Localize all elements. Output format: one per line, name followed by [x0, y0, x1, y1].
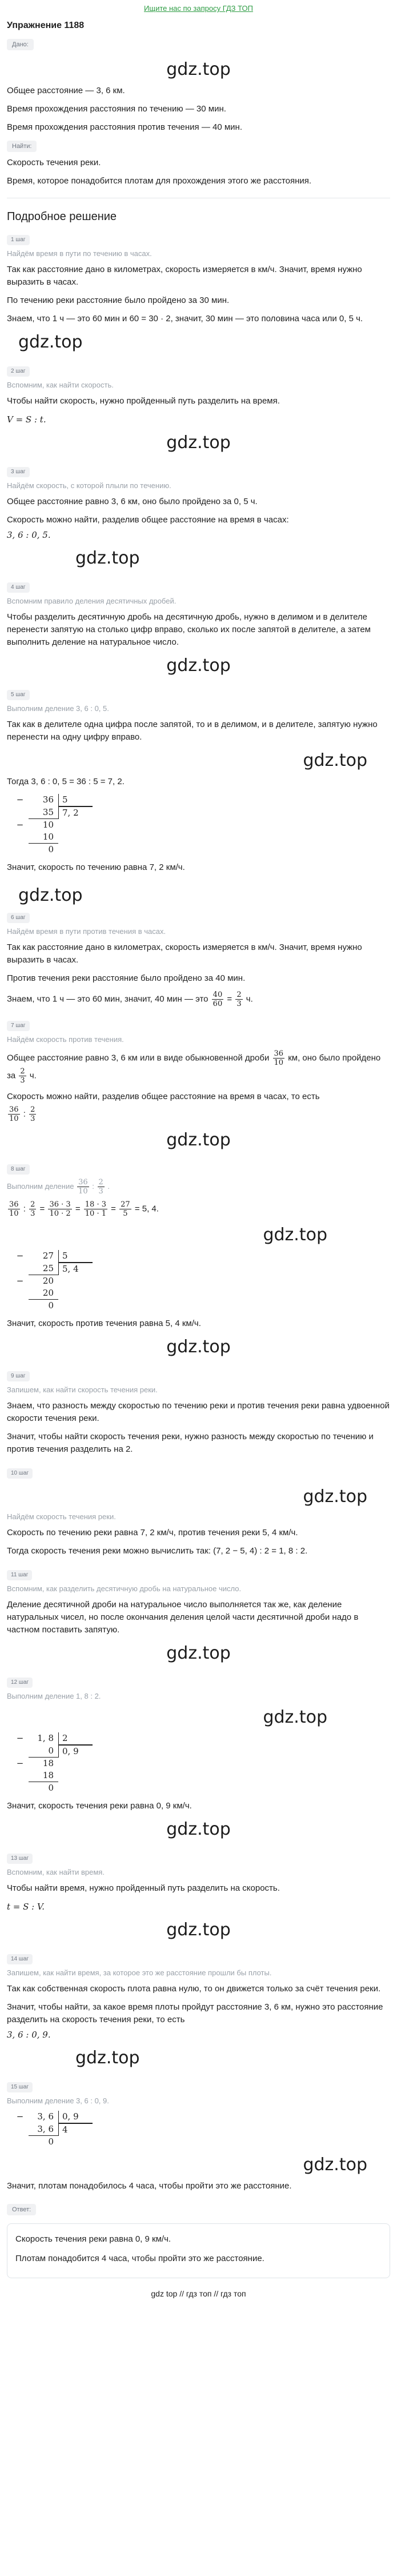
- step-text: Значит, скорость течения реки равна 0, 9 км/ч.: [7, 1801, 192, 1811]
- step-hint: Вспомним, как найти время.: [7, 1868, 105, 1876]
- footer-link[interactable]: гдз топ: [220, 2289, 246, 2298]
- step-chip: 15 шаг: [7, 2082, 33, 2092]
- step-hint: Выполним деление $\frac{36}{10}$ : $\frac{2}{3}$ .: [7, 1178, 110, 1196]
- step-text: Чтобы найти скорость, нужно пройденный путь разделить на время.: [7, 396, 280, 406]
- minus-sign: −: [16, 1758, 24, 1768]
- division-row: 0: [29, 1745, 58, 1758]
- step-chip: 9 шаг: [7, 1371, 30, 1381]
- step-14: [7, 1952, 390, 2070]
- step-2: [7, 364, 390, 454]
- step-10: [7, 1466, 390, 1557]
- watermark: gdz.top: [303, 2155, 367, 2175]
- watermark: gdz.top: [263, 1707, 327, 1727]
- step-6: [7, 884, 390, 1008]
- step-13: [7, 1851, 390, 1942]
- step-chip: 8 шаг: [7, 1164, 30, 1175]
- step-11: [7, 1568, 390, 1665]
- step-chip: 1 шаг: [7, 235, 30, 245]
- step-hint: Найдём скорость течения реки.: [7, 1512, 116, 1521]
- minus-sign: −: [16, 1251, 24, 1261]
- step-15: [7, 2080, 390, 2192]
- division-row: 0: [48, 1300, 54, 1311]
- solution-title: Подробное решение: [7, 210, 117, 223]
- step-text: Чтобы разделить десятичную дробь на десятичную дробь, нужно в делимом и в делителе перенести запятую на столько цифр вправо, сколько их после запятой в делителе, а затем выполнить деление на натуральное число.: [7, 612, 371, 647]
- step-hint: Вспомним, как найти скорость.: [7, 381, 114, 389]
- step-text: Значит, чтобы найти, за какое время плоты пройдут расстояние 3, 6 км, нужно это расстояние разделить на скорость течения реки, то есть: [7, 2002, 383, 2024]
- step-text: Скорость по течению реки равна 7, 2 км/ч, против течения реки 5, 4 км/ч.: [7, 1528, 298, 1537]
- watermark: gdz.top: [18, 332, 83, 352]
- step-4: [7, 580, 390, 677]
- step-hint: Выполним деление 3, 6 : 0, 9.: [7, 2096, 109, 2105]
- division-row: 10: [29, 831, 58, 844]
- exercise-title: Упражнение 1188: [7, 21, 85, 30]
- watermark: gdz.top: [166, 1920, 231, 1940]
- step-hint: Найдём время в пути по течению в часах.: [7, 249, 152, 258]
- fraction: $\frac{27}{5}$: [121, 1200, 130, 1218]
- step-hint: Запишем, как найти скорость течения реки.: [7, 1385, 158, 1394]
- step-text: Общее расстояние равно 3, 6 км, оно было пройдено за 0, 5 ч.: [7, 497, 258, 506]
- long-division: [11, 2111, 97, 2148]
- answer-section: [7, 2203, 390, 2278]
- find-line: Время, которое понадобится плотам для прохождения этого же расстояния.: [7, 176, 312, 186]
- quotient: 4: [58, 2123, 93, 2136]
- watermark: gdz.top: [166, 1337, 231, 1357]
- given-section: [7, 38, 390, 134]
- fraction: $\frac{2}{3}$: [20, 1067, 25, 1085]
- step-expression: 3, 6 : 0, 9.: [7, 2030, 51, 2040]
- step-hint: Выполним деление 1, 8 : 2.: [7, 1692, 101, 1700]
- long-division: [11, 1732, 97, 1794]
- division-row: 0: [48, 844, 54, 854]
- step-text: Против течения реки расстояние было пройдено за 40 мин.: [7, 973, 246, 983]
- watermark: gdz.top: [18, 885, 83, 905]
- step-expression: $\frac{36}{10}$ : $\frac{2}{3}$: [9, 1105, 35, 1123]
- footer-link[interactable]: gdz top: [151, 2289, 178, 2298]
- watermark: gdz.top: [166, 1130, 231, 1150]
- long-division: [11, 1250, 97, 1312]
- time-formula: t = S : V.: [7, 1902, 45, 1912]
- step-text: Так как собственная скорость плота равна нулю, то он движется только за счёт течения реки.: [7, 1984, 381, 1994]
- step-3: [7, 465, 390, 570]
- watermark: gdz.top: [166, 656, 231, 676]
- watermark: gdz.top: [166, 1643, 231, 1663]
- step-hint: Найдём время в пути против течения в часах.: [7, 927, 166, 936]
- watermark: gdz.top: [75, 2048, 140, 2068]
- division-row: 20: [29, 1287, 58, 1300]
- step-hint: Выполним деление 3, 6 : 0, 5.: [7, 704, 109, 713]
- given-line: Время прохождения расстояния против течения — 40 мин.: [7, 122, 243, 132]
- step-chip: 3 шаг: [7, 467, 30, 477]
- step-text: Общее расстояние равно 3, 6 км или в виде обыкновенной дроби $\frac{36}{10}$ км, оно было пройдено за $\frac{2}{3}$ ч.: [7, 1049, 381, 1085]
- fraction: $\frac{36}{10}$: [9, 1200, 19, 1218]
- watermark: gdz.top: [303, 750, 367, 770]
- step-text: Скорость можно найти, разделив общее расстояние на время в часах, то есть: [7, 1092, 320, 1101]
- step-hint: Вспомним, как разделить десятичную дробь на натуральное число.: [7, 1584, 242, 1593]
- step-text: Значит, скорость против течения равна 5, 4 км/ч.: [7, 1319, 201, 1328]
- fraction: $\frac{40}{60}$: [212, 991, 223, 1008]
- division-row: 35: [29, 806, 58, 819]
- long-division: [11, 794, 97, 856]
- step-text: Знаем, что 1 ч — это 60 мин и 60 = 30 · 2, значит, 30 мин — это половина часа или 0, 5 ч.: [7, 314, 363, 324]
- footer-separator: //: [214, 2289, 219, 2298]
- quotient: 0, 9: [58, 1745, 93, 1758]
- step-text: Знаем, что разность между скоростью по течению реки и против течения реки равна удвоенной скорости течения реки.: [7, 1401, 390, 1423]
- given-chip: Дано:: [7, 39, 34, 50]
- division-row: 10: [42, 820, 54, 830]
- step-9: [7, 1369, 390, 1456]
- step-hint: Найдём скорость против течения.: [7, 1035, 124, 1044]
- minus-sign: −: [16, 794, 24, 805]
- step-12: [7, 1675, 390, 1841]
- fraction: $\frac{2}{3}$: [98, 1178, 103, 1196]
- footer: [7, 2287, 390, 2300]
- step-text: Так как расстояние дано в километрах, скорость измеряется в км/ч. Значит, время нужно выразить в часах.: [7, 942, 362, 965]
- step-1: [7, 233, 390, 354]
- division-row: 20: [42, 1276, 54, 1286]
- watermark: gdz.top: [166, 1819, 231, 1839]
- division-row: 36: [42, 794, 54, 805]
- given-line: Время прохождения расстояния по течению — 30 мин.: [7, 104, 226, 114]
- divisor: 2: [58, 1732, 93, 1745]
- step-chip: 4 шаг: [7, 582, 30, 593]
- watermark: gdz.top: [166, 59, 231, 79]
- step-7: [7, 1019, 390, 1152]
- fraction: $\frac{36 \cdot 3}{10 \cdot 2}$: [49, 1200, 71, 1218]
- fraction: $\frac{18 \cdot 3}{10 \cdot 1}$: [85, 1200, 106, 1218]
- find-section: [7, 139, 390, 187]
- top-banner: [0, 0, 397, 17]
- watermark: gdz.top: [263, 1225, 327, 1245]
- fraction: $\frac{36}{10}$: [78, 1178, 88, 1196]
- answer-box: [7, 2223, 390, 2278]
- step-chip: 6 шаг: [7, 913, 30, 923]
- watermark: gdz.top: [303, 1487, 367, 1507]
- division-row: 18: [42, 1758, 54, 1768]
- step-8: [7, 1162, 390, 1359]
- minus-sign: −: [16, 2111, 24, 2122]
- step-chip: 7 шаг: [7, 1021, 30, 1031]
- watermark: gdz.top: [166, 433, 231, 453]
- division-row: 0: [48, 1783, 54, 1793]
- answer-line: Плотам понадобится 4 часа, чтобы пройти это же расстояние.: [15, 2254, 264, 2263]
- answer-line: Скорость течения реки равна 0, 9 км/ч.: [15, 2234, 171, 2244]
- step-hint: Найдём скорость, с которой плыли по течению.: [7, 481, 171, 490]
- answer-chip: Ответ:: [7, 2204, 36, 2215]
- minus-sign: −: [16, 820, 24, 830]
- step-5: [7, 688, 390, 874]
- page-content: [0, 19, 397, 2300]
- step-chip: 2 шаг: [7, 366, 30, 377]
- footer-link[interactable]: гдз топ: [186, 2289, 212, 2298]
- divisor: 5: [58, 794, 93, 806]
- fraction: $\frac{2}{3}$: [30, 1105, 35, 1123]
- fraction: $\frac{36}{10}$: [274, 1049, 284, 1067]
- step-chip: 13 шаг: [7, 1854, 33, 1864]
- quotient: 7, 2: [58, 806, 93, 819]
- step-text: Тогда 3, 6 : 0, 5 = 36 : 5 = 7, 2.: [7, 777, 125, 786]
- step-chip: 12 шаг: [7, 1678, 33, 1688]
- find-line: Скорость течения реки.: [7, 158, 101, 167]
- division-row: 1, 8: [37, 1733, 54, 1743]
- division-row: 0: [48, 2136, 54, 2147]
- fraction: $\frac{2}{3}$: [236, 991, 242, 1008]
- step-text: Чтобы найти время, нужно пройденный путь разделить на скорость.: [7, 1883, 280, 1893]
- step-text: Знаем, что 1 ч — это 60 мин, значит, 40 мин — это $\frac{40}{60}$ = $\frac{2}{3}$ ч.: [7, 991, 253, 1008]
- division-row: 18: [29, 1770, 58, 1782]
- step-text: Тогда скорость течения реки можно вычислить так: (7, 2 − 5, 4) : 2 = 1, 8 : 2.: [7, 1546, 308, 1556]
- find-chip: Найти:: [7, 141, 37, 152]
- step-text: Значит, плотам понадобилось 4 часа, чтобы пройти это же расстояние.: [7, 2181, 292, 2191]
- step-text: Так как в делителе одна цифра после запятой, то и в делимом, и в делителе, запятую нужно перенести на одну цифру вправо.: [7, 720, 378, 742]
- step-hint: Вспомним правило деления десятичных дробей.: [7, 597, 177, 605]
- top-search-link[interactable]: Ищите нас по запросу ГДЗ ТОП: [144, 4, 253, 13]
- division-row: 25: [29, 1263, 58, 1275]
- step-expression: 3, 6 : 0, 5.: [7, 530, 51, 540]
- division-row: 3, 6: [37, 2111, 54, 2122]
- divisor: 0, 9: [58, 2111, 93, 2123]
- divisor: 5: [58, 1250, 93, 1263]
- fraction: $\frac{2}{3}$: [30, 1200, 35, 1218]
- minus-sign: −: [16, 1733, 24, 1743]
- step-chip: 14 шаг: [7, 1954, 33, 1964]
- speed-formula: V = S : t.: [7, 414, 46, 425]
- division-row: 3, 6: [29, 2123, 58, 2136]
- step-text: Так как расстояние дано в километрах, скорость измеряется в км/ч. Значит, время нужно выразить в часах.: [7, 265, 362, 287]
- watermark: gdz.top: [75, 548, 140, 568]
- division-row: 27: [42, 1251, 54, 1261]
- quotient: 5, 4: [58, 1263, 93, 1275]
- step-text: Деление десятичной дроби на натуральное число выполняется так же, как деление натуральных чисел, но после окончания деления целой части десятичной дроби надо в частном поставить запятую.: [7, 1600, 359, 1635]
- step-text: Значит, чтобы найти скорость течения реки, нужно разность между скоростью по течению и против течения разделить на 2.: [7, 1432, 374, 1454]
- step-chip: 5 шаг: [7, 690, 30, 700]
- step-text: Значит, скорость по течению равна 7, 2 км/ч.: [7, 862, 185, 872]
- fraction: $\frac{36}{10}$: [9, 1105, 19, 1123]
- step-hint: Запишем, как найти время, за которое это же расстояние прошли бы плоты.: [7, 1968, 272, 1977]
- step-text: Скорость можно найти, разделив общее расстояние на время в часах:: [7, 515, 289, 525]
- minus-sign: −: [16, 1276, 24, 1286]
- given-line: Общее расстояние — 3, 6 км.: [7, 86, 125, 95]
- step-chip: 10 шаг: [7, 1468, 33, 1479]
- footer-separator: //: [179, 2289, 184, 2298]
- step-text: По течению реки расстояние было пройдено за 30 мин.: [7, 295, 230, 305]
- step-expression: $\frac{36}{10}$ : $\frac{2}{3}$ = $\frac{36 \cdot 3}{10 \cdot 2}$ = $\frac{18 \cdot 3}{10 \cdot 1}$ = $\frac{27}{5}$ = 5, 4.: [9, 1200, 159, 1218]
- step-chip: 11 шаг: [7, 1570, 32, 1580]
